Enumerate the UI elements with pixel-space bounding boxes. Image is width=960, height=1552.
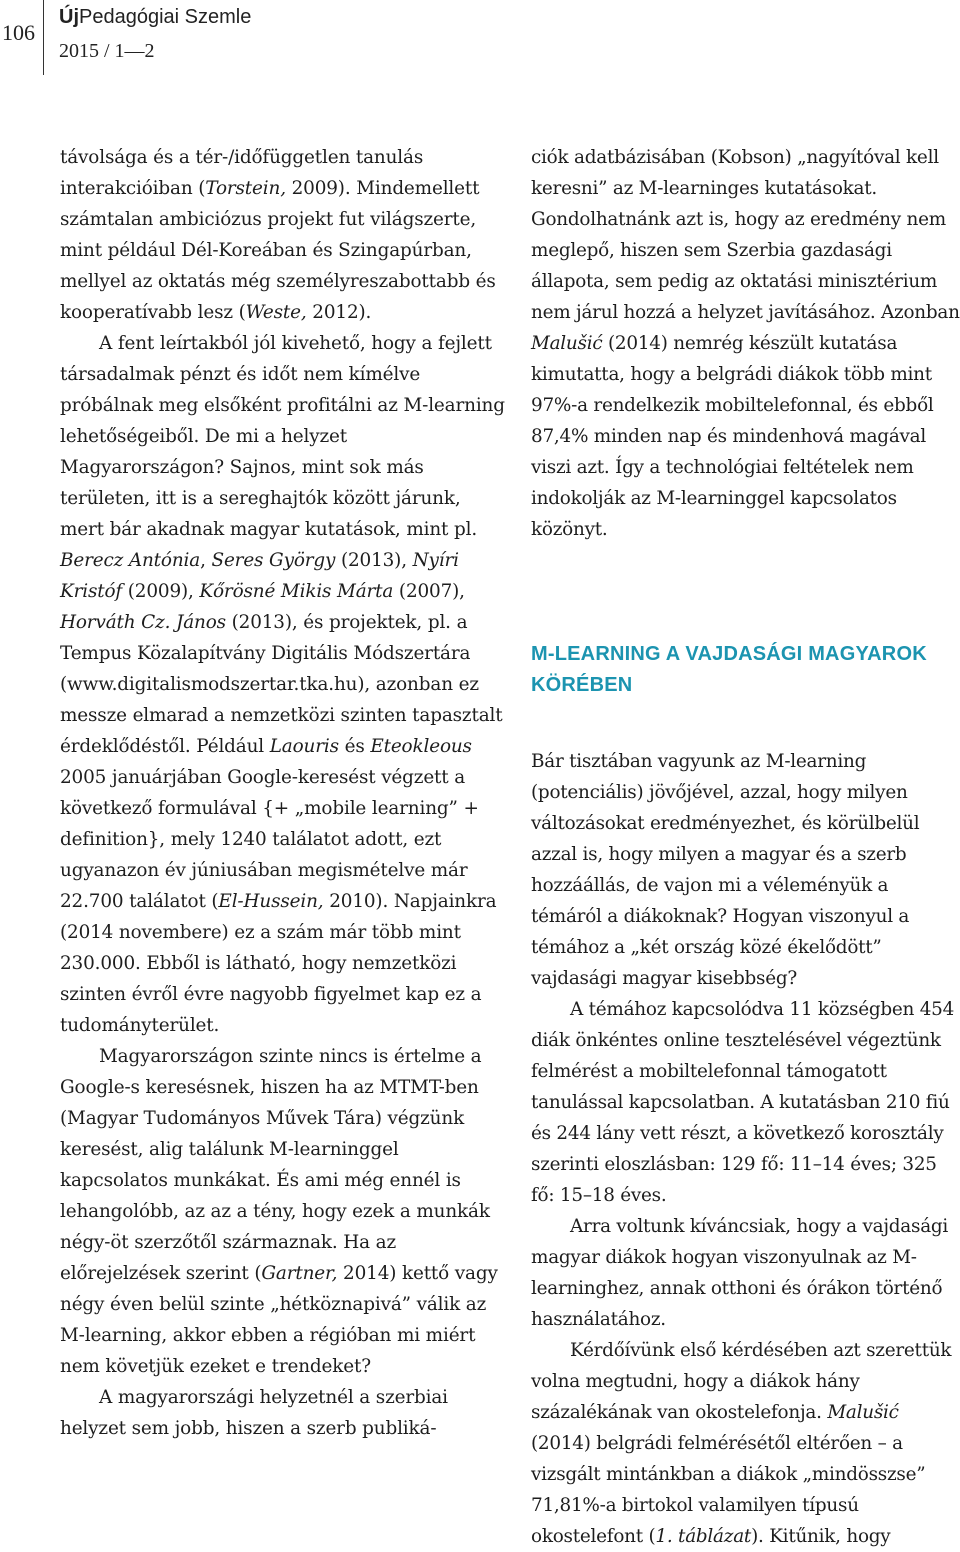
text-run: (2007),	[393, 581, 465, 602]
section-heading: M-LEARNING A VAJDASÁGI MAGYAROK KÖRÉBEN	[531, 643, 927, 696]
text-run: 2009). Mindemellett számtalan ambiciózus projekt fut világszerte, mint például Dél-Koreában és Szingapúrban, mellyel az oktatás még személyreszabottabb és kooperatívabb lesz (	[60, 178, 496, 323]
body-paragraph	[531, 994, 960, 1211]
text-run: (2014) belgrádi felmérésétől eltérően – a vizsgált mintánkban a diákok „mindösszse” 71,81%-a birtokol valamilyen típusú okostelefont (	[531, 1433, 926, 1547]
text-run: távolsága és a tér-/időfüggetlen tanulás interakcióiban (	[60, 147, 424, 199]
header-divider	[43, 0, 44, 75]
text-run: 2005 januárjában Google-keresést végzett a következő formulával {+ „mobile learning” + definition}, mely 1240 találatot adott, ezt ugyanazon év júniusában megismételve már 22.700 találatot (	[60, 767, 479, 912]
body-paragraph	[531, 1211, 960, 1335]
body-paragraph	[531, 746, 960, 994]
italic-citation: Kőrösné Mikis Márta	[199, 581, 394, 602]
italic-citation: Gartner,	[261, 1263, 338, 1284]
text-run: A magyarországi helyzetnél a szerbiai helyzet sem jobb, hiszen a szerb publiká-	[60, 1387, 448, 1439]
body-paragraph	[60, 142, 505, 328]
body-paragraph	[60, 328, 505, 1041]
italic-citation: Nyíri Kristóf	[60, 550, 459, 602]
body-paragraph	[60, 1041, 505, 1382]
journal-title	[59, 6, 251, 29]
text-run: Magyarországon szinte nincs is értelme a Google-s keresésnek, hiszen ha az MTMT-ben (Magyar Tudományos Művek Tára) végzünk keresést, alig találunk M-learninggel kapcsolatos munkákat. És ami még ennél is lehangolóbb, az az a tény, hogy ezek a munkák négy-öt szerzőtől származnak. Ha az előrejelzések szerint (	[60, 1046, 490, 1284]
italic-citation: Torstein,	[205, 178, 286, 199]
italic-citation: Laouris	[269, 736, 339, 757]
text-run: ciók adatbázisában (Kobson) „nagyítóval kell keresni” az M-learninges kutatásokat. Gondolhatnánk azt is, hogy az eredmény nem meglepő, hiszen sem Szerbia gazdasági állapota, sem pedig az oktatási minisztérium nem járul hozzá a helyzet javításához. Azonban	[531, 147, 960, 323]
text-run: Arra voltunk kíváncsiak, hogy a vajdasági magyar diákok hogyan viszonyulnak az M-learninghez, annak otthoni és órákon történő használatához.	[531, 1216, 949, 1330]
text-run: Bár tisztában vagyunk az M-learning (potenciális) jövőjével, azzal, hogy milyen változásokat eredményezhet, és körülbelül azzal is, hogy milyen a magyar és a szerb hozzáállás, de vajon mi a véleményük a témáról a diákoknak? Hogyan viszonyul a témához a „két ország közé ékelődött” vajdasági magyar kisebbség?	[531, 751, 920, 989]
journal-title-prefix: Új	[59, 6, 79, 28]
text-run: 2014) kettő vagy négy éven belül szinte „hétköznapivá” válik az M-learning, akkor ebben a régióban mi miért nem követjük ezeket e trendeket?	[60, 1263, 498, 1377]
italic-citation: Eteokleous	[370, 736, 472, 757]
text-run: (2013),	[335, 550, 413, 571]
text-run: 2010). Napjainkra (2014 novembere) ez a szám már több mint 230.000. Ebből is látható, hogy nemzetközi szinten évről évre nagyobb figyelmet kap ez a tudományterület.	[60, 891, 497, 1036]
text-run: (2009),	[122, 581, 200, 602]
italic-citation: 1. táblázat	[655, 1526, 752, 1547]
body-paragraph	[531, 142, 960, 545]
italic-citation: Horváth Cz. János	[60, 612, 226, 633]
text-run: és	[338, 736, 371, 757]
italic-citation: Malušić	[827, 1402, 899, 1423]
journal-title-name: Pedagógiai Szemle	[79, 6, 252, 28]
right-column	[531, 142, 960, 1552]
italic-citation: Malušić	[531, 333, 603, 354]
text-run: (2014) nemrég készült kutatása kimutatta, hogy a belgrádi diákok több mint 97%-a rendelkezik mobiltelefonnal, és ebből 87,4% minden nap és mindenhová magával viszi azt. Így a technológiai feltételek nem indokolják az M-learninggel kapcsolatos közönyt.	[531, 333, 934, 540]
text-run: A témához kapcsolódva 11 községben 454 diák önkéntes online tesztelésével végeztünk felmérést a mobiltelefonnal támogatott tanulással kapcsolatban. A kutatásban 210 fiú és 244 lány vett részt, a következő korosztály szerinti eloszlásban: 129 fő: 11–14 éves; 325 fő: 15–18 éves.	[531, 999, 955, 1206]
left-column	[60, 142, 505, 1444]
body-paragraph	[60, 1382, 505, 1444]
page-number: 106	[2, 20, 35, 45]
text-run: Kérdőívünk első kérdésében azt szerettük volna megtudni, hogy a diákok hány százalékának van okostelefonja.	[531, 1340, 952, 1423]
text-run: ). Kitűnik, hogy	[751, 1526, 891, 1547]
text-run: A fent leírtakból jól kivehető, hogy a fejlett társadalmak pénzt és időt nem kímélve próbálnak meg elsőként profitálni az M-learning lehetőségeiből. De mi a helyzet Magyarországon? Sajnos, mint sok más területen, itt is a sereghajtók között járunk, mert bár akadnak magyar kutatások, mint pl.	[60, 333, 505, 540]
italic-citation: Weste,	[245, 302, 307, 323]
text-run: (2013), és projektek, pl. a Tempus Közalapítvány Digitális Módszertára (www.digitalismodszertar.tka.hu), azonban ez messze elmarad a nemzetközi szinten tapasztalt érdeklődéstől. Például	[60, 612, 503, 757]
italic-citation: El-Hussein,	[218, 891, 324, 912]
italic-citation: Seres György	[211, 550, 336, 571]
issue-number: 2015 / 1—2	[59, 40, 155, 62]
body-paragraph	[531, 1335, 960, 1552]
text-run: ,	[200, 550, 212, 571]
italic-citation: Berecz Antónia	[60, 550, 201, 571]
text-run: 2012).	[306, 302, 372, 323]
running-header	[0, 0, 960, 80]
